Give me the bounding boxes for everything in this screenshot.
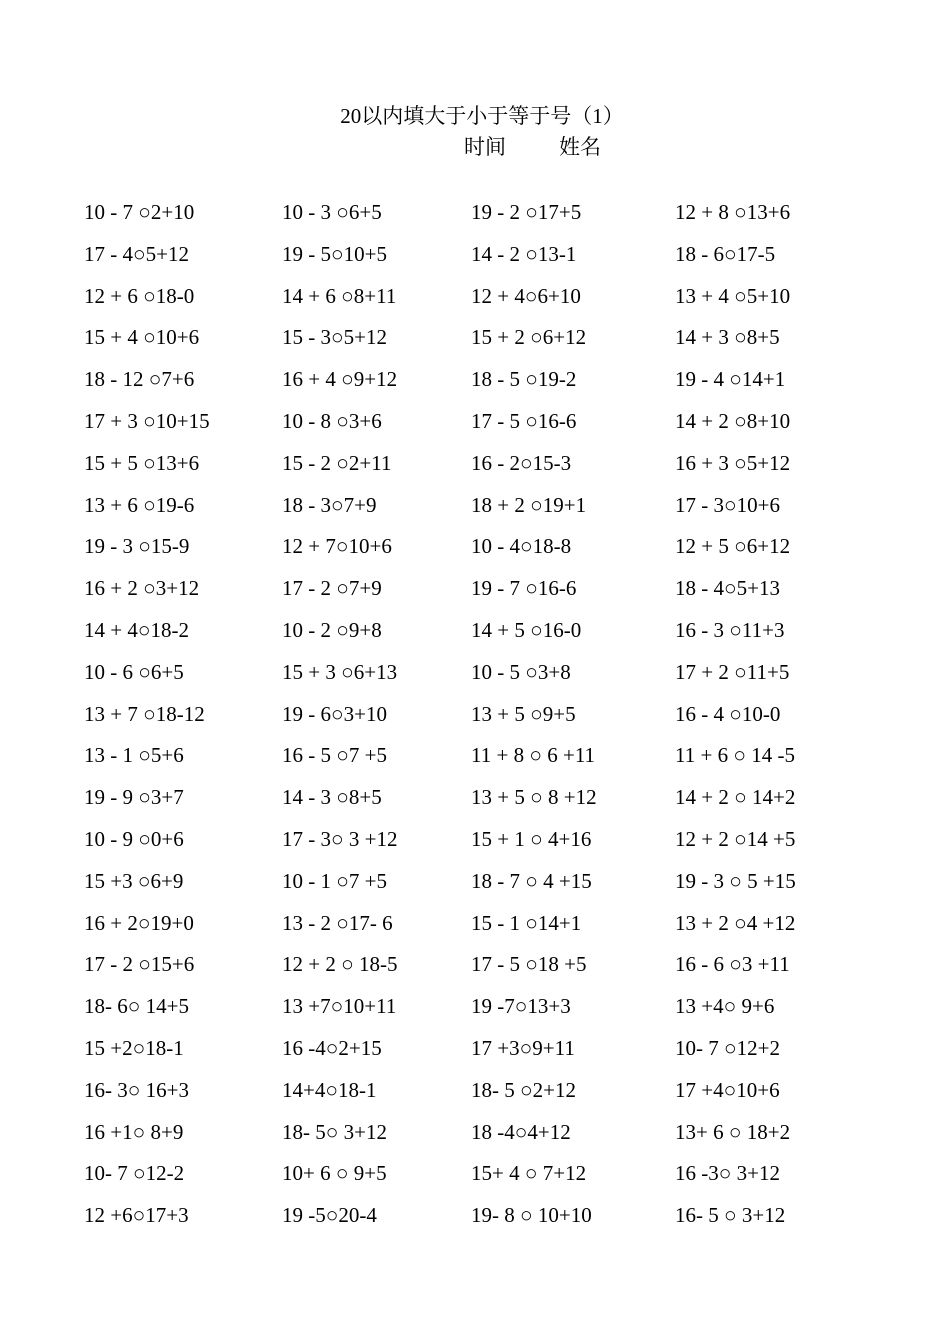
comparison-problem: 17 +3○9+11 — [471, 1035, 575, 1060]
comparison-problem: 14 + 5 ○16-0 — [471, 617, 582, 642]
comparison-problem: 15 +3 ○6+9 — [84, 868, 184, 893]
comparison-problem: 13 + 5 ○ 8 +12 — [471, 785, 597, 810]
comparison-problem: 15 + 4 ○10+6 — [84, 325, 200, 350]
comparison-problem: 15 - 1 ○14+1 — [471, 910, 582, 935]
comparison-problem: 19 - 9 ○3+7 — [84, 785, 184, 810]
comparison-problem: 17 + 3 ○10+15 — [84, 408, 210, 433]
comparison-problem: 14 + 4○18-2 — [84, 617, 190, 642]
comparison-problem: 15 + 2 ○6+12 — [471, 325, 587, 350]
time-label: 时间 — [464, 135, 506, 159]
problem-row — [0, 701, 950, 743]
comparison-problem: 16 + 2○19+0 — [84, 910, 194, 935]
problem-row — [0, 826, 950, 868]
comparison-problem: 17 + 2 ○11+5 — [675, 659, 790, 684]
comparison-problem: 11 + 8 ○ 6 +11 — [471, 743, 596, 768]
problem-row — [0, 324, 950, 366]
comparison-problem: 15+ 4 ○ 7+12 — [471, 1161, 587, 1186]
comparison-problem: 17 - 2 ○15+6 — [84, 952, 195, 977]
problem-row — [0, 993, 950, 1035]
comparison-problem: 10 - 2 ○9+8 — [282, 617, 382, 642]
problem-row — [0, 1077, 950, 1119]
comparison-problem: 16 + 3 ○5+12 — [675, 450, 791, 475]
comparison-problem: 12 +6○17+3 — [84, 1203, 189, 1228]
comparison-problem: 16 +1○ 8+9 — [84, 1119, 184, 1144]
comparison-problem: 10 - 5 ○3+8 — [471, 659, 571, 684]
comparison-problem: 13 + 2 ○4 +12 — [675, 910, 796, 935]
comparison-problem: 18 + 2 ○19+1 — [471, 492, 587, 517]
comparison-problem: 19 - 7 ○16-6 — [471, 576, 577, 601]
comparison-problem: 14 - 3 ○8+5 — [282, 785, 382, 810]
comparison-problem: 13 - 1 ○5+6 — [84, 743, 184, 768]
comparison-problem: 16 -4○2+15 — [282, 1035, 382, 1060]
comparison-problem: 12 + 2 ○ 18-5 — [282, 952, 398, 977]
comparison-problem: 19 -5○20-4 — [282, 1203, 377, 1228]
comparison-problem: 19 - 6○3+10 — [282, 701, 388, 726]
comparison-problem: 14 + 6 ○8+11 — [282, 283, 397, 308]
problem-row — [0, 617, 950, 659]
comparison-problem: 18 - 7 ○ 4 +15 — [471, 868, 592, 893]
comparison-problem: 15 + 3 ○6+13 — [282, 659, 398, 684]
comparison-problem: 17 - 5 ○18 +5 — [471, 952, 587, 977]
comparison-problem: 15 + 5 ○13+6 — [84, 450, 200, 475]
name-label: 姓名 — [559, 135, 601, 159]
comparison-problem: 14 + 2 ○ 14+2 — [675, 785, 796, 810]
comparison-problem: 16 - 3 ○11+3 — [675, 617, 785, 642]
comparison-problem: 14 + 2 ○8+10 — [675, 408, 791, 433]
worksheet-title: 20以内填大于小于等于号（1） — [340, 104, 624, 128]
problem-row — [0, 283, 950, 325]
problem-row — [0, 951, 950, 993]
comparison-problem: 12 + 2 ○14 +5 — [675, 826, 796, 851]
comparison-problem: 17 - 5 ○16-6 — [471, 408, 577, 433]
comparison-problem: 13+ 6 ○ 18+2 — [675, 1119, 791, 1144]
comparison-problem: 13 + 7 ○18-12 — [84, 701, 205, 726]
comparison-problem: 12 + 4○6+10 — [471, 283, 581, 308]
comparison-problem: 18- 5 ○2+12 — [471, 1077, 577, 1102]
comparison-problem: 18 - 4○5+13 — [675, 576, 781, 601]
comparison-problem: 16 - 6 ○3 +11 — [675, 952, 790, 977]
comparison-problem: 18 - 12 ○7+6 — [84, 367, 195, 392]
comparison-problem: 12 + 8 ○13+6 — [675, 200, 791, 224]
comparison-problem: 16 - 2○15-3 — [471, 450, 572, 475]
comparison-problem: 13 +7○10+11 — [282, 994, 397, 1019]
problem-row — [0, 366, 950, 408]
comparison-problem: 18 - 6○17-5 — [675, 241, 776, 266]
comparison-problem: 14+4○18-1 — [282, 1077, 377, 1102]
comparison-problem: 13 + 4 ○5+10 — [675, 283, 791, 308]
problem-row — [0, 784, 950, 826]
comparison-problem: 16- 3○ 16+3 — [84, 1077, 190, 1102]
comparison-problem: 10 - 9 ○0+6 — [84, 826, 184, 851]
comparison-problem: 17 - 4○5+12 — [84, 241, 190, 266]
problem-row — [0, 1202, 950, 1244]
problem-row — [0, 199, 950, 241]
problem-row — [0, 408, 950, 450]
comparison-problem: 12 + 7○10+6 — [282, 534, 392, 559]
comparison-problem: 10 - 7 ○2+10 — [84, 200, 195, 224]
comparison-problem: 10+ 6 ○ 9+5 — [282, 1161, 387, 1186]
comparison-problem: 10- 7 ○12+2 — [675, 1035, 781, 1060]
comparison-problem: 13 + 6 ○19-6 — [84, 492, 195, 517]
comparison-problem: 13 +4○ 9+6 — [675, 994, 775, 1019]
problem-row — [0, 533, 950, 575]
problem-row — [0, 910, 950, 952]
comparison-problem: 13 - 2 ○17- 6 — [282, 910, 393, 935]
comparison-problem: 17 - 3○ 3 +12 — [282, 826, 398, 851]
comparison-problem: 16 + 2 ○3+12 — [84, 576, 200, 601]
comparison-problem: 19- 8 ○ 10+10 — [471, 1203, 592, 1228]
problem-row — [0, 241, 950, 283]
comparison-problem: 17 +4○10+6 — [675, 1077, 780, 1102]
comparison-problem: 11 + 6 ○ 14 -5 — [675, 743, 795, 768]
comparison-problem: 16- 5 ○ 3+12 — [675, 1203, 786, 1228]
problem-row — [0, 659, 950, 701]
comparison-problem: 14 + 3 ○8+5 — [675, 325, 780, 350]
comparison-problem: 16 - 4 ○10-0 — [675, 701, 781, 726]
comparison-problem: 10 - 3 ○6+5 — [282, 200, 382, 224]
comparison-problem: 15 - 3○5+12 — [282, 325, 388, 350]
comparison-problem: 15 + 1 ○ 4+16 — [471, 826, 592, 851]
problem-row — [0, 450, 950, 492]
comparison-problem: 18- 5○ 3+12 — [282, 1119, 388, 1144]
comparison-problem: 19 - 2 ○17+5 — [471, 200, 582, 224]
comparison-problem: 10- 7 ○12-2 — [84, 1161, 185, 1186]
comparison-problem: 17 - 2 ○7+9 — [282, 576, 382, 601]
comparison-problem: 14 - 2 ○13-1 — [471, 241, 577, 266]
comparison-problem: 19 - 3 ○ 5 +15 — [675, 868, 796, 893]
comparison-problem: 18 - 3○7+9 — [282, 492, 377, 517]
problem-row — [0, 868, 950, 910]
comparison-problem: 15 +2○18-1 — [84, 1035, 184, 1060]
comparison-problem: 13 + 5 ○9+5 — [471, 701, 576, 726]
comparison-problem: 17 - 3○10+6 — [675, 492, 781, 517]
comparison-problem: 10 - 1 ○7 +5 — [282, 868, 388, 893]
comparison-problem: 18- 6○ 14+5 — [84, 994, 190, 1019]
problem-row — [0, 742, 950, 784]
comparison-problem: 10 - 4○18-8 — [471, 534, 572, 559]
comparison-problem: 18 -4○4+12 — [471, 1119, 571, 1144]
comparison-problem: 16 - 5 ○7 +5 — [282, 743, 388, 768]
problem-row — [0, 492, 950, 534]
comparison-problem: 15 - 2 ○2+11 — [282, 450, 392, 475]
comparison-problem: 16 -3○ 3+12 — [675, 1161, 781, 1186]
problem-row — [0, 1160, 950, 1202]
problem-row — [0, 1119, 950, 1161]
comparison-problem: 12 + 5 ○6+12 — [675, 534, 791, 559]
problem-row — [0, 1035, 950, 1077]
comparison-problem: 19 - 4 ○14+1 — [675, 367, 786, 392]
comparison-problem: 10 - 8 ○3+6 — [282, 408, 382, 433]
comparison-problem: 18 - 5 ○19-2 — [471, 367, 577, 392]
problem-grid — [0, 199, 950, 1244]
comparison-problem: 19 - 5○10+5 — [282, 241, 388, 266]
comparison-problem: 19 -7○13+3 — [471, 994, 571, 1019]
comparison-problem: 12 + 6 ○18-0 — [84, 283, 195, 308]
comparison-problem: 16 + 4 ○9+12 — [282, 367, 398, 392]
comparison-problem: 10 - 6 ○6+5 — [84, 659, 184, 684]
comparison-problem: 19 - 3 ○15-9 — [84, 534, 190, 559]
problem-row — [0, 575, 950, 617]
